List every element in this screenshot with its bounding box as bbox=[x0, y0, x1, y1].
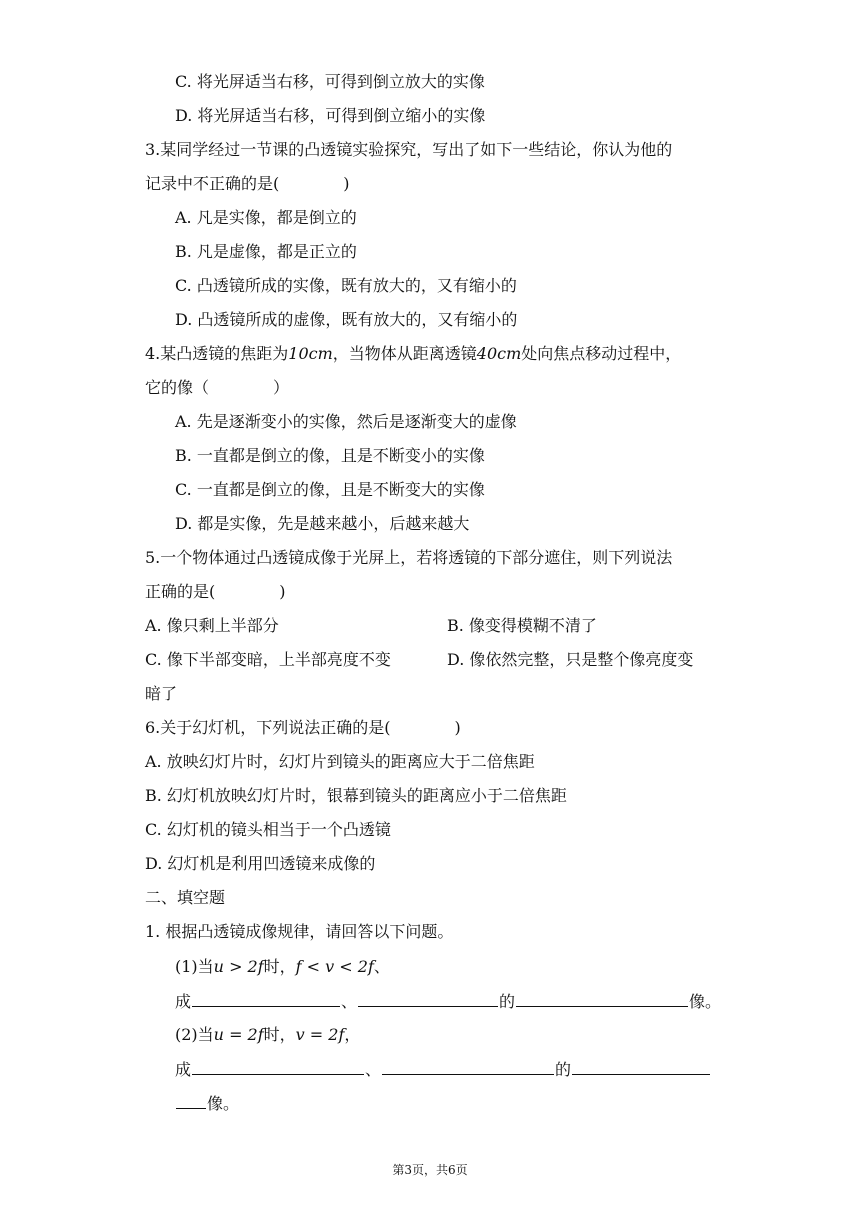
fill1-part1-cheng: 成 bbox=[175, 992, 192, 1011]
q3-paren-close: ) bbox=[343, 174, 350, 193]
q3-option-d: D. 凸透镜所成的虚像，既有放大的，又有缩小的 bbox=[175, 310, 518, 329]
q4-stem-line1 bbox=[145, 343, 681, 365]
fill1-part2-blank3-cont[interactable] bbox=[176, 1092, 206, 1109]
q5-option-d-continued: 暗了 bbox=[145, 684, 178, 703]
fill1-part2-label: (2)当 bbox=[175, 1025, 214, 1044]
fill1-part2-blank1[interactable] bbox=[192, 1058, 364, 1075]
fill1-part1-de: 的 bbox=[499, 992, 516, 1011]
fill1-part2-answer-line-cont bbox=[175, 1092, 239, 1114]
fill1-part1-xiang: 像。 bbox=[689, 992, 722, 1011]
fill1-part2-end: ， bbox=[344, 1025, 361, 1044]
q5-stem-line2 bbox=[145, 581, 286, 603]
page-number: 第3页，共6页 bbox=[392, 1163, 468, 1177]
q6-paren-close: ) bbox=[454, 718, 461, 737]
q3-stem-line2 bbox=[145, 173, 350, 195]
fill1-part1-v-range: f < v < 2f bbox=[295, 957, 374, 976]
q5-option-b: B. 像变得模糊不清了 bbox=[447, 616, 597, 635]
q6-option-b: B. 幻灯机放映幻灯片时，银幕到镜头的距离应小于二倍焦距 bbox=[145, 786, 567, 805]
q5-paren-close: ) bbox=[279, 582, 286, 601]
fill1-part2-mid: 时， bbox=[263, 1025, 296, 1044]
q4-stem-line2 bbox=[145, 377, 289, 399]
q6-stem-text: 6.关于幻灯机，下列说法正确的是( bbox=[145, 718, 391, 737]
q4-option-a: A. 先是逐渐变小的实像，然后是逐渐变大的虚像 bbox=[175, 412, 517, 431]
q3-option-a: A. 凡是实像，都是倒立的 bbox=[175, 208, 357, 227]
q6-option-c: C. 幻灯机的镜头相当于一个凸透镜 bbox=[145, 820, 391, 839]
q6-option-d: D. 幻灯机是利用凹透镜来成像的 bbox=[145, 854, 376, 873]
fill1-part2-de: 的 bbox=[555, 1060, 572, 1079]
fill1-part1-answer-line bbox=[175, 990, 721, 1012]
fill1-part1-sep: 、 bbox=[341, 992, 358, 1011]
q4-option-c: C. 一直都是倒立的像，且是不断变大的实像 bbox=[175, 480, 485, 499]
q5-stem-line1: 5.一个物体通过凸透镜成像于光屏上，若将透镜的下部分遮住，则下列说法 bbox=[145, 548, 673, 567]
fill1-part1-condition bbox=[175, 956, 390, 978]
q4-paren-close: ） bbox=[273, 378, 290, 397]
q5-option-c: C. 像下半部变暗，上半部亮度不变 bbox=[145, 650, 391, 669]
fill1-part1-blank1[interactable] bbox=[192, 990, 340, 1007]
q4-option-d: D. 都是实像，先是越来越小，后越来越大 bbox=[175, 514, 470, 533]
fill1-part1-u: u > 2f bbox=[213, 957, 264, 976]
q4-focal-length: 10cm bbox=[288, 344, 333, 363]
q2-option-d: D. 将光屏适当右移，可得到倒立缩小的实像 bbox=[175, 106, 486, 125]
fill1-part2-xiang: 像。 bbox=[207, 1094, 240, 1113]
q4-stem-b: ，当物体从距离透镜 bbox=[332, 344, 477, 363]
q4-option-b: B. 一直都是倒立的像，且是不断变小的实像 bbox=[175, 446, 485, 465]
q3-option-b: B. 凡是虚像，都是正立的 bbox=[175, 242, 357, 261]
q6-stem bbox=[145, 717, 461, 739]
fill1-part1-mid: 时， bbox=[263, 957, 296, 976]
q4-stem-c: 处向焦点移动过程中， bbox=[521, 344, 682, 363]
q2-option-c: C. 将光屏适当右移，可得到倒立放大的实像 bbox=[175, 72, 485, 91]
q5-stem-text: 正确的是( bbox=[145, 582, 216, 601]
fill1-part2-answer-line bbox=[175, 1058, 711, 1080]
q5-option-a: A. 像只剩上半部分 bbox=[145, 616, 279, 635]
fill1-part2-v: v = 2f bbox=[295, 1025, 345, 1044]
q3-stem-line1: 3.某同学经过一节课的凸透镜实验探究，写出了如下一些结论，你认为他的 bbox=[145, 140, 673, 159]
q4-stem-a: 4.某凸透镜的焦距为 bbox=[145, 344, 289, 363]
q5-option-d: D. 像依然完整，只是整个像亮度变 bbox=[447, 650, 694, 669]
fill1-part2-u: u = 2f bbox=[213, 1025, 264, 1044]
fill1-part1-blank2[interactable] bbox=[358, 990, 498, 1007]
section-title-fill-in: 二、填空题 bbox=[145, 888, 226, 907]
fill1-part1-end: 、 bbox=[373, 957, 390, 976]
fill1-part1-blank3[interactable] bbox=[516, 990, 688, 1007]
fill1-part2-blank2[interactable] bbox=[382, 1058, 554, 1075]
q4-stem-text: 它的像（ bbox=[145, 378, 210, 397]
fill1-part2-condition bbox=[175, 1024, 360, 1046]
fill1-part1-label: (1)当 bbox=[175, 957, 214, 976]
q3-stem-text: 记录中不正确的是( bbox=[145, 174, 280, 193]
q4-distance: 40cm bbox=[476, 344, 522, 363]
fill1-part2-cheng: 成 bbox=[175, 1060, 192, 1079]
q3-option-c: C. 凸透镜所成的实像，既有放大的，又有缩小的 bbox=[175, 276, 517, 295]
fill1-part2-sep: 、 bbox=[365, 1060, 382, 1079]
fill1-stem: 1. 根据凸透镜成像规律，请回答以下问题。 bbox=[145, 922, 454, 941]
fill1-part2-blank3[interactable] bbox=[572, 1058, 710, 1075]
q6-option-a: A. 放映幻灯片时，幻灯片到镜头的距离应大于二倍焦距 bbox=[145, 752, 535, 771]
